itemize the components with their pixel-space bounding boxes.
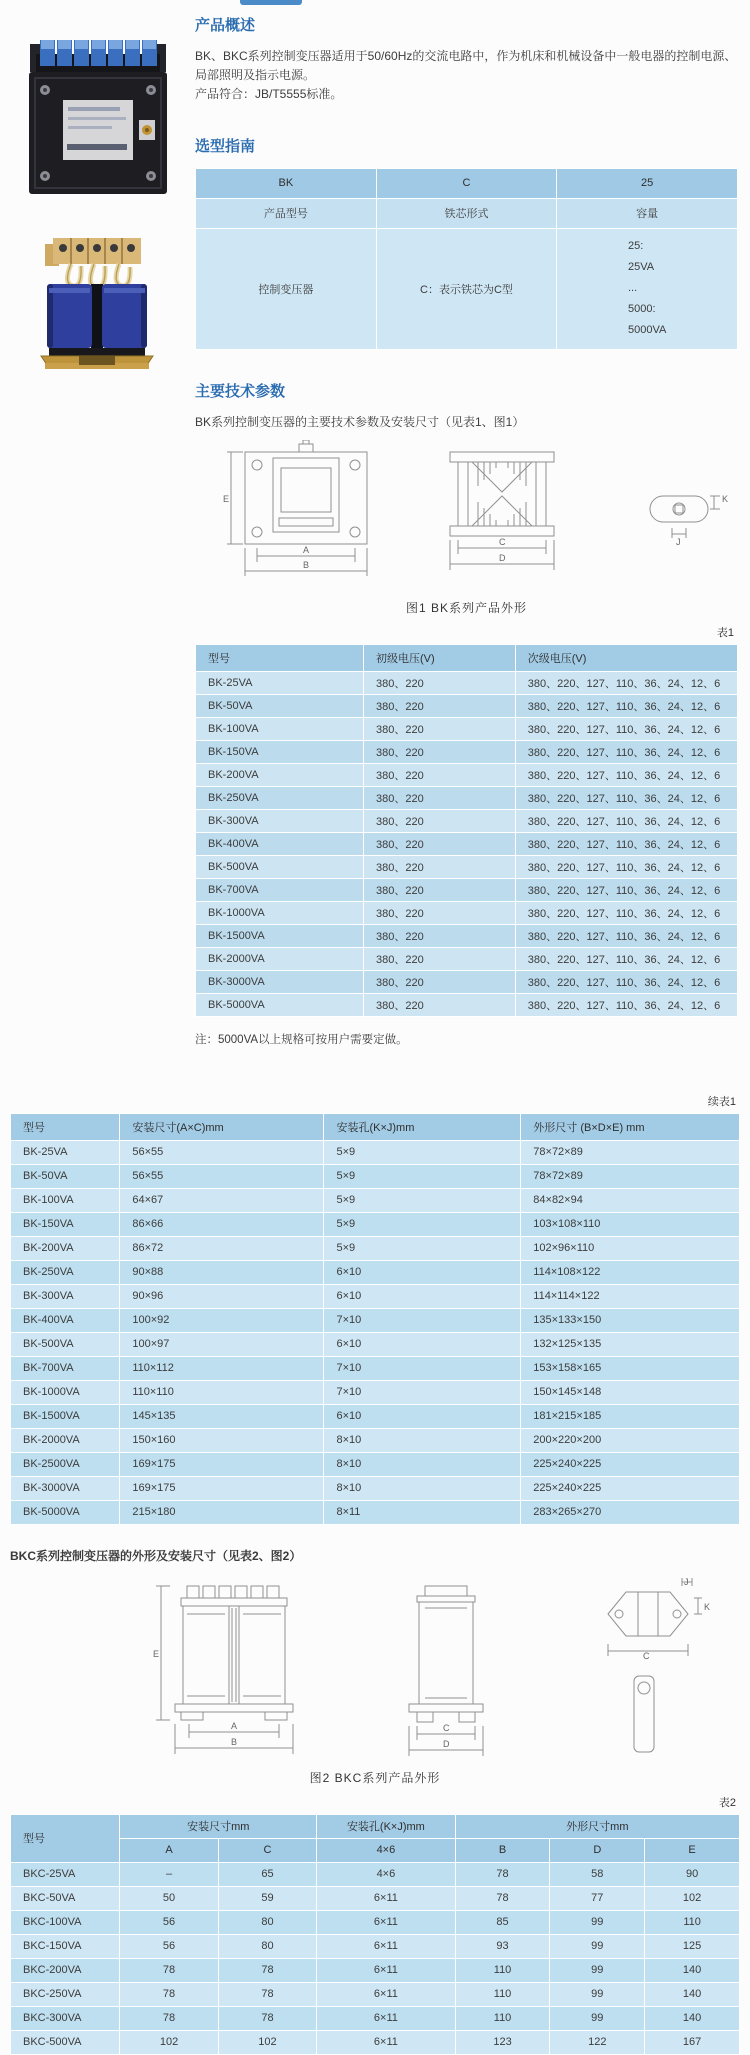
selection-guide-table [195, 168, 738, 350]
table-row: BK-2000VA 380、220 380、220、127、110、36、24、12、6 [196, 947, 738, 970]
table-header-row: 型号 初级电压(V) 次级电压(V) [196, 644, 738, 671]
bk-dimension-table [10, 1113, 740, 1525]
table1-note: 注：5000VA以上规格可按用户需要定做。 [195, 1033, 408, 1046]
table-row: BKC-150VA 56 80 6×11 93 99 125 [11, 1934, 740, 1958]
bkc-lead-line: BKC系列控制变压器的外形及安装尺寸（见表2、图2） [10, 1548, 302, 1563]
cropped-top-decoration [240, 0, 302, 5]
table-row: BK-400VA 100×92 7×10 135×133×150 [11, 1308, 740, 1332]
section-title-selection: 选型指南 [195, 137, 256, 155]
table-row: BK-5000VA 380、220 380、220、127、110、36、24、12、6 [196, 993, 738, 1016]
table-header-sub-row: A C 4×6 B D E [11, 1838, 740, 1862]
fig1-dim-b: B [303, 559, 310, 570]
selection-label-row: 产品型号 铁芯形式 容量 [196, 198, 738, 228]
selection-header-row: BK C 25 [196, 168, 738, 198]
fig1-dim-j: J [676, 536, 681, 547]
bk-product-photo [27, 34, 169, 202]
table-row: BK-200VA 380、220 380、220、127、110、36、24、12、6 [196, 763, 738, 786]
table-row: BK-25VA 380、220 380、220、127、110、36、24、12、6 [196, 671, 738, 694]
fig1-dim-c: C [499, 536, 506, 547]
table-row: BKC-50VA 50 59 6×11 78 77 102 [11, 1886, 740, 1910]
section-title-overview: 产品概述 [195, 17, 256, 34]
bkc-dimension-table [10, 1814, 740, 2055]
bkc-coil-right [102, 284, 147, 348]
table2-tag: 表2 [718, 1796, 736, 1809]
fig1-dim-a: A [303, 544, 310, 555]
table-row: BK-700VA 110×112 7×10 153×158×165 [11, 1356, 740, 1380]
table-row: BK-2500VA 169×175 8×10 225×240×225 [11, 1452, 740, 1476]
table-row: BKC-250VA 78 78 6×11 110 99 140 [11, 1982, 740, 2006]
fig2-dim-c: C [443, 1722, 450, 1733]
table-row: BK-500VA 380、220 380、220、127、110、36、24、12、6 [196, 855, 738, 878]
figure1-caption: 图1 BK系列产品外形 [405, 600, 528, 615]
table-row: BK-250VA 90×88 6×10 114×108×122 [11, 1260, 740, 1284]
table-row: BK-400VA 380、220 380、220、127、110、36、24、12、6 [196, 832, 738, 855]
figure2 [10, 1572, 740, 1786]
table-row: BK-3000VA 380、220 380、220、127、110、36、24、12、6 [196, 970, 738, 993]
figure1 [195, 440, 738, 616]
content-column [195, 0, 750, 1047]
fig2-dim-b: B [231, 1736, 238, 1747]
table-row: BKC-100VA 56 80 6×11 85 99 110 [11, 1910, 740, 1934]
table-row: BK-1000VA 380、220 380、220、127、110、36、24、12、6 [196, 901, 738, 924]
table-row: BK-25VA 56×55 5×9 78×72×89 [11, 1140, 740, 1164]
bk-voltage-table [195, 644, 738, 1017]
table-row: BK-300VA 90×96 6×10 114×114×122 [11, 1284, 740, 1308]
bkc-section [0, 1547, 750, 2055]
table-row: BKC-200VA 78 78 6×11 110 99 140 [11, 1958, 740, 1982]
table-header-group-row: 型号 安装尺寸mm 安装孔(K×J)mm 外形尺寸mm [11, 1814, 740, 1838]
selection-value-row: 控制变压器 C：表示铁芯为C型 25: 25VA ... 5000: 5000VA [196, 228, 738, 349]
fig1-dim-e: E [223, 493, 230, 504]
table-row: BKC-300VA 78 78 6×11 110 99 140 [11, 2006, 740, 2030]
table-row: BK-2000VA 150×160 8×10 200×220×200 [11, 1428, 740, 1452]
bk-lead-line: BK系列控制变压器的主要技术参数及安装尺寸（见表1、图1） [195, 414, 525, 429]
fig2-dim-d: D [443, 1738, 450, 1749]
bk-dimension-section [0, 1093, 750, 1525]
table-row: BKC-500VA 102 102 6×11 123 122 167 [11, 2030, 740, 2054]
fig1-dim-d: D [499, 552, 506, 563]
table-row: BK-200VA 86×72 5×9 102×96×110 [11, 1236, 740, 1260]
table-row: BK-100VA 64×67 5×9 84×82×94 [11, 1188, 740, 1212]
bk-terminal-blocks [40, 40, 157, 66]
table-row: BK-50VA 380、220 380、220、127、110、36、24、12、6 [196, 694, 738, 717]
continued-table-tag: 续表1 [707, 1095, 736, 1108]
bkc-outline-drawing [10, 1572, 740, 1760]
bk-outline-drawing [195, 440, 735, 590]
fig2-dim-e: E [153, 1648, 160, 1659]
bkc-product-photo [37, 232, 159, 370]
fig2-dim-c2: C [643, 1650, 650, 1661]
fig2-dim-j: J [684, 1576, 689, 1587]
table-row: BK-1500VA 380、220 380、220、127、110、36、24、12、6 [196, 924, 738, 947]
overview-paragraph: BK、BKC系列控制变压器适用于50/60Hz的交流电路中，作为机床和机械设备中一般电器的控制电源、局部照明及指示电源。 产品符合：JB/T5555标准。 [195, 49, 737, 102]
table-row: BK-5000VA 215×180 8×11 283×265×270 [11, 1500, 740, 1524]
product-photo-column [0, 0, 195, 370]
table-row: BK-500VA 100×97 6×10 132×125×135 [11, 1332, 740, 1356]
fig1-dim-k: K [722, 493, 729, 504]
table-row: BK-1500VA 145×135 6×10 181×215×185 [11, 1404, 740, 1428]
table-row: BK-3000VA 169×175 8×10 225×240×225 [11, 1476, 740, 1500]
figure2-caption: 图2 BKC系列产品外形 [309, 1770, 441, 1785]
bkc-coil-left [47, 284, 92, 348]
table-row: BK-150VA 380、220 380、220、127、110、36、24、12、6 [196, 740, 738, 763]
capacity-values: 25: 25VA ... 5000: 5000VA [627, 240, 667, 336]
table-row: BK-1000VA 110×110 7×10 150×145×148 [11, 1380, 740, 1404]
table1-tag: 表1 [716, 626, 734, 639]
table-row: BKC-25VA – 65 4×6 78 58 90 [11, 1862, 740, 1886]
table-row: BK-300VA 380、220 380、220、127、110、36、24、12、6 [196, 809, 738, 832]
table-row: BK-150VA 86×66 5×9 103×108×110 [11, 1212, 740, 1236]
table-row: BK-250VA 380、220 380、220、127、110、36、24、12、6 [196, 786, 738, 809]
section-title-tech: 主要技术参数 [195, 382, 286, 400]
table-row: BK-700VA 380、220 380、220、127、110、36、24、12、6 [196, 878, 738, 901]
fig2-dim-k: K [704, 1601, 711, 1612]
table-row: BK-50VA 56×55 5×9 78×72×89 [11, 1164, 740, 1188]
fig2-dim-a: A [231, 1720, 238, 1731]
table-row: BK-100VA 380、220 380、220、127、110、36、24、12、6 [196, 717, 738, 740]
table-header-row: 型号 安装尺寸(A×C)mm 安装孔(K×J)mm 外形尺寸 (B×D×E) mm [11, 1113, 740, 1140]
